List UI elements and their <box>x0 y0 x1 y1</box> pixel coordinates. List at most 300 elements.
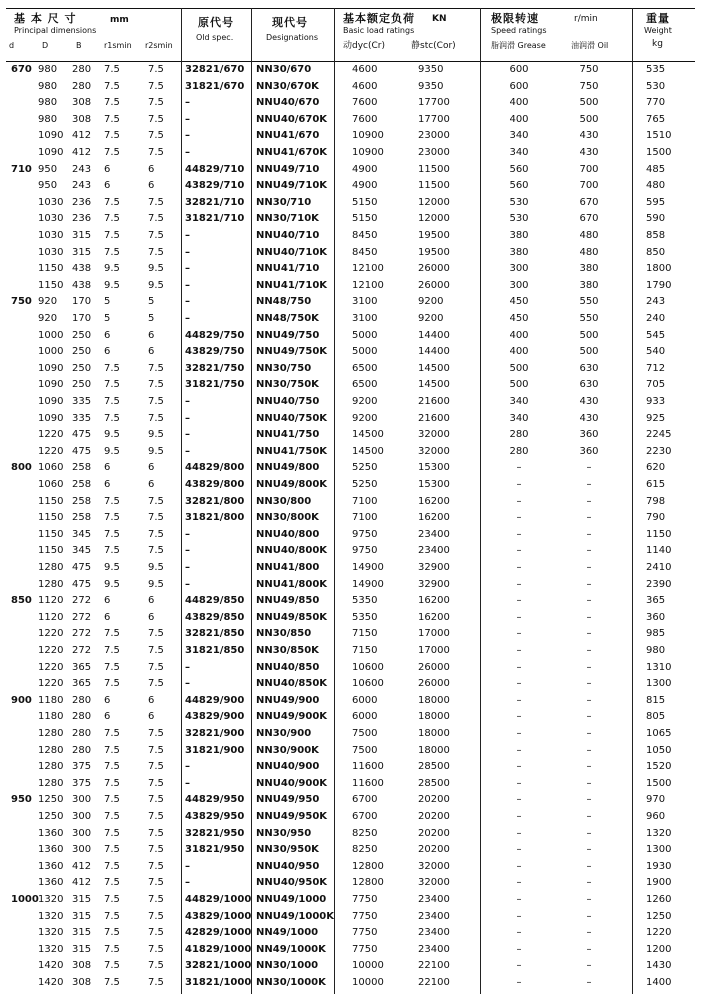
cell-r2smin: 7.5 <box>148 678 164 690</box>
cell-width-B: 345 <box>72 545 92 557</box>
col-header-oil: 油润滑 Oil <box>571 41 609 50</box>
cell-r2smin: 9.5 <box>148 578 164 590</box>
cell-load-cor: 23000 <box>418 147 450 158</box>
cell-load-cor: 23400 <box>418 927 450 939</box>
table-row <box>0 826 701 843</box>
cell-load-cr: 12800 <box>352 860 384 872</box>
cell-speed-oil: 670 <box>579 196 599 208</box>
cell-speed-grease: 340 <box>509 412 529 424</box>
cell-designation: NNU41/710K <box>256 279 328 291</box>
table-row <box>0 676 701 693</box>
cell-load-cr: 7750 <box>352 894 378 905</box>
cell-old-spec: 44829/950 <box>185 794 245 806</box>
cell-speed-grease: – <box>516 595 522 607</box>
table-row <box>0 560 701 577</box>
cell-width-B: 308 <box>72 97 92 109</box>
cell-speed-oil: – <box>586 877 592 889</box>
cell-designation: NN30/950K <box>256 844 319 856</box>
cell-speed-oil: – <box>586 910 592 922</box>
cell-r2smin: 7.5 <box>148 196 164 208</box>
cell-weight: 240 <box>646 313 666 324</box>
cell-width-B: 308 <box>72 960 92 972</box>
cell-load-cor: 23400 <box>418 943 450 955</box>
table-row <box>0 427 701 444</box>
cell-speed-oil: 700 <box>579 163 599 175</box>
cell-outer-D: 1320 <box>38 927 64 939</box>
weight-title: 重量 <box>646 12 670 25</box>
cell-r1smin: 7.5 <box>104 910 120 922</box>
table-row <box>0 477 701 494</box>
table-row <box>0 178 701 195</box>
cell-speed-oil: – <box>586 462 592 474</box>
cell-old-spec: – <box>185 860 190 872</box>
speed-title: 极限转速 <box>491 12 539 25</box>
cell-load-cr: 11600 <box>352 777 384 789</box>
cell-r2smin: 6 <box>148 329 155 341</box>
cell-r1smin: 7.5 <box>104 645 120 656</box>
speed-unit: r/min <box>574 14 598 24</box>
cell-weight: 243 <box>646 296 666 308</box>
cell-width-B: 412 <box>72 130 92 142</box>
cell-r2smin: 7.5 <box>148 130 164 142</box>
cell-r1smin: 6 <box>104 462 111 474</box>
cell-speed-grease: – <box>516 744 522 756</box>
cell-load-cr: 5150 <box>352 196 378 208</box>
cell-load-cor: 18000 <box>418 744 450 756</box>
cell-outer-D: 1320 <box>38 910 64 922</box>
cell-width-B: 412 <box>72 147 92 158</box>
cell-width-B: 438 <box>72 279 92 291</box>
cell-old-spec: – <box>185 661 190 673</box>
cell-old-spec: 43829/950 <box>185 811 245 822</box>
cell-r1smin: 7.5 <box>104 661 120 673</box>
cell-old-spec: – <box>185 313 190 324</box>
cell-outer-D: 1030 <box>38 230 64 241</box>
cell-speed-oil: – <box>586 811 592 822</box>
cell-weight: 1140 <box>646 545 672 557</box>
cell-load-cr: 12100 <box>352 279 384 291</box>
cell-load-cr: 3100 <box>352 313 378 324</box>
cell-speed-grease: – <box>516 927 522 939</box>
cell-speed-oil: – <box>586 694 592 706</box>
cell-r1smin: 7.5 <box>104 827 120 839</box>
cell-load-cr: 7100 <box>352 495 378 507</box>
cell-width-B: 475 <box>72 445 92 457</box>
cell-load-cor: 23400 <box>418 528 450 540</box>
cell-load-cr: 7750 <box>352 927 378 939</box>
col-header-cor: 静stc(Cor) <box>411 41 456 51</box>
cell-load-cr: 5250 <box>352 462 378 474</box>
cell-outer-D: 1000 <box>38 329 64 341</box>
cell-old-spec: – <box>185 113 190 125</box>
table-row <box>0 975 701 992</box>
cell-r2smin: 7.5 <box>148 811 164 822</box>
cell-r1smin: 9.5 <box>104 578 120 590</box>
table-row <box>0 444 701 461</box>
cell-speed-grease: 400 <box>509 97 529 109</box>
cell-speed-oil: 500 <box>579 113 599 125</box>
cell-width-B: 170 <box>72 296 92 308</box>
cell-speed-oil: – <box>586 595 592 607</box>
cell-r2smin: 7.5 <box>148 412 164 424</box>
cell-speed-oil: – <box>586 943 592 955</box>
cell-speed-oil: – <box>586 728 592 739</box>
cell-load-cor: 23400 <box>418 545 450 557</box>
cell-speed-oil: 500 <box>579 97 599 109</box>
cell-weight: 1510 <box>646 130 672 142</box>
cell-width-B: 243 <box>72 180 92 192</box>
cell-load-cor: 9200 <box>418 296 444 308</box>
cell-speed-grease: – <box>516 462 522 474</box>
cell-r1smin: 7.5 <box>104 64 120 75</box>
cell-speed-grease: – <box>516 977 522 988</box>
cell-r1smin: 7.5 <box>104 628 120 640</box>
cell-bore-d: 900 <box>11 694 32 706</box>
table-row <box>0 925 701 942</box>
table-row <box>0 460 701 477</box>
cell-width-B: 258 <box>72 495 92 507</box>
cell-width-B: 345 <box>72 528 92 540</box>
cell-load-cor: 12000 <box>418 213 450 225</box>
table-row <box>0 709 701 726</box>
cell-load-cor: 18000 <box>418 694 450 706</box>
cell-speed-grease: – <box>516 711 522 723</box>
cell-width-B: 280 <box>72 728 92 739</box>
cell-load-cr: 9200 <box>352 412 378 424</box>
cell-outer-D: 920 <box>38 296 58 308</box>
cell-old-spec: 31821/850 <box>185 645 245 656</box>
cell-designation: NN30/850 <box>256 628 312 640</box>
dims-subtitle: Principal dimensions <box>14 26 97 35</box>
cell-weight: 960 <box>646 811 666 822</box>
cell-load-cor: 14500 <box>418 362 450 374</box>
cell-load-cr: 7600 <box>352 97 378 109</box>
cell-load-cr: 14900 <box>352 562 384 573</box>
cell-load-cr: 7150 <box>352 645 378 656</box>
cell-old-spec: 43829/850 <box>185 611 245 623</box>
cell-r2smin: 7.5 <box>148 744 164 756</box>
cell-load-cor: 14500 <box>418 379 450 391</box>
cell-r1smin: 7.5 <box>104 412 120 424</box>
cell-width-B: 375 <box>72 777 92 789</box>
cell-r1smin: 7.5 <box>104 728 120 739</box>
cell-load-cr: 12800 <box>352 877 384 889</box>
cell-width-B: 236 <box>72 213 92 225</box>
cell-load-cor: 19500 <box>418 230 450 241</box>
cell-outer-D: 1280 <box>38 761 64 773</box>
table-row <box>0 909 701 926</box>
cell-width-B: 250 <box>72 329 92 341</box>
cell-outer-D: 1060 <box>38 462 64 474</box>
cell-weight: 615 <box>646 479 666 490</box>
cell-r2smin: 7.5 <box>148 661 164 673</box>
cell-width-B: 280 <box>72 711 92 723</box>
cell-r1smin: 6 <box>104 479 111 490</box>
cell-load-cor: 26000 <box>418 678 450 690</box>
cell-outer-D: 1220 <box>38 429 64 441</box>
cell-load-cr: 7750 <box>352 910 378 922</box>
cell-r2smin: 7.5 <box>148 379 164 391</box>
cell-width-B: 300 <box>72 844 92 856</box>
cell-old-spec: 31821/750 <box>185 379 245 391</box>
cell-width-B: 258 <box>72 462 92 474</box>
cell-speed-grease: – <box>516 761 522 773</box>
cell-width-B: 315 <box>72 910 92 922</box>
cell-r2smin: 6 <box>148 711 155 723</box>
cell-r1smin: 7.5 <box>104 977 120 988</box>
cell-weight: 1300 <box>646 678 672 690</box>
cell-old-spec: 41829/1000 <box>185 943 252 955</box>
cell-old-spec: – <box>185 678 190 690</box>
cell-speed-oil: 380 <box>579 279 599 291</box>
cell-r1smin: 7.5 <box>104 678 120 690</box>
cell-outer-D: 950 <box>38 163 58 175</box>
cell-r2smin: 7.5 <box>148 545 164 557</box>
cell-designation: NN30/750 <box>256 362 312 374</box>
cell-speed-oil: 380 <box>579 263 599 275</box>
cell-load-cor: 32900 <box>418 562 450 573</box>
cell-load-cor: 28500 <box>418 777 450 789</box>
cell-designation: NN30/1000K <box>256 977 326 988</box>
cell-weight: 365 <box>646 595 666 607</box>
load-subtitle: Basic load ratings <box>343 26 415 35</box>
table-row <box>0 411 701 428</box>
cell-designation: NNU41/800 <box>256 562 320 573</box>
cell-designation: NNU41/670 <box>256 130 320 142</box>
cell-weight: 985 <box>646 628 666 640</box>
cell-width-B: 272 <box>72 645 92 656</box>
cell-r2smin: 9.5 <box>148 263 164 275</box>
cell-load-cr: 5250 <box>352 479 378 490</box>
cell-weight: 1430 <box>646 960 672 972</box>
cell-speed-grease: – <box>516 943 522 955</box>
cell-r2smin: 6 <box>148 163 155 175</box>
cell-width-B: 335 <box>72 396 92 407</box>
cell-r1smin: 9.5 <box>104 562 120 573</box>
cell-weight: 1200 <box>646 943 672 955</box>
cell-r2smin: 7.5 <box>148 960 164 972</box>
table-row <box>0 660 701 677</box>
cell-outer-D: 1090 <box>38 412 64 424</box>
cell-width-B: 365 <box>72 678 92 690</box>
col-header-cr: 动dyc(Cr) <box>343 41 385 51</box>
cell-load-cor: 16200 <box>418 611 450 623</box>
cell-weight: 1250 <box>646 910 672 922</box>
cell-weight: 1790 <box>646 279 672 291</box>
table-row <box>0 610 701 627</box>
cell-outer-D: 1180 <box>38 711 64 723</box>
cell-r2smin: 6 <box>148 479 155 490</box>
cell-speed-grease: – <box>516 611 522 623</box>
cell-load-cr: 12100 <box>352 263 384 275</box>
cell-speed-grease: 280 <box>509 445 529 457</box>
cell-old-spec: 32821/800 <box>185 495 245 507</box>
cell-load-cor: 22100 <box>418 960 450 972</box>
cell-load-cr: 8450 <box>352 246 378 258</box>
cell-r2smin: 7.5 <box>148 246 164 258</box>
cell-r1smin: 7.5 <box>104 512 120 524</box>
cell-old-spec: – <box>185 528 190 540</box>
cell-speed-oil: – <box>586 562 592 573</box>
cell-weight: 2245 <box>646 429 672 441</box>
cell-width-B: 315 <box>72 927 92 939</box>
cell-weight: 480 <box>646 180 666 192</box>
cell-designation: NNU49/800K <box>256 479 328 490</box>
cell-old-spec: 31821/710 <box>185 213 245 225</box>
cell-load-cr: 6700 <box>352 811 378 822</box>
cell-load-cor: 32000 <box>418 445 450 457</box>
cell-load-cr: 5350 <box>352 611 378 623</box>
cell-r2smin: 7.5 <box>148 761 164 773</box>
cell-designation: NNU41/670K <box>256 147 328 158</box>
cell-load-cor: 15300 <box>418 462 450 474</box>
cell-old-spec: – <box>185 412 190 424</box>
table-row <box>0 128 701 145</box>
cell-speed-grease: 600 <box>509 64 529 75</box>
table-row <box>0 145 701 162</box>
cell-designation: NNU40/900 <box>256 761 320 773</box>
cell-outer-D: 1320 <box>38 894 64 905</box>
cell-r1smin: 7.5 <box>104 196 120 208</box>
cell-width-B: 258 <box>72 479 92 490</box>
cell-r2smin: 7.5 <box>148 64 164 75</box>
cell-width-B: 272 <box>72 628 92 640</box>
cell-designation: NN30/850K <box>256 645 319 656</box>
cell-bore-d: 750 <box>11 296 32 308</box>
cell-r2smin: 7.5 <box>148 894 164 905</box>
cell-r1smin: 6 <box>104 611 111 623</box>
cell-r2smin: 7.5 <box>148 147 164 158</box>
table-row <box>0 759 701 776</box>
cell-outer-D: 1360 <box>38 860 64 872</box>
cell-r1smin: 7.5 <box>104 761 120 773</box>
load-title: 基本额定负荷 <box>343 12 415 25</box>
cell-r2smin: 7.5 <box>148 844 164 856</box>
cell-weight: 850 <box>646 246 666 258</box>
table-row <box>0 693 701 710</box>
cell-load-cr: 6500 <box>352 379 378 391</box>
cell-bore-d: 850 <box>11 595 32 607</box>
cell-old-spec: – <box>185 562 190 573</box>
cell-bore-d: 950 <box>11 794 32 806</box>
cell-speed-grease: 530 <box>509 213 529 225</box>
cell-r2smin: 7.5 <box>148 528 164 540</box>
cell-weight: 485 <box>646 163 666 175</box>
table-row <box>0 527 701 544</box>
cell-load-cr: 5350 <box>352 595 378 607</box>
cell-bore-d: 670 <box>11 64 32 75</box>
cell-speed-oil: 480 <box>579 230 599 241</box>
cell-old-spec: – <box>185 246 190 258</box>
cell-load-cr: 4900 <box>352 163 378 175</box>
cell-r2smin: 7.5 <box>148 943 164 955</box>
cell-weight: 1900 <box>646 877 672 889</box>
cell-old-spec: 43829/750 <box>185 346 245 358</box>
cell-speed-oil: – <box>586 860 592 872</box>
cell-designation: NNU49/950 <box>256 794 320 806</box>
cell-r2smin: 6 <box>148 180 155 192</box>
cell-outer-D: 1120 <box>38 611 64 623</box>
table-row <box>0 162 701 179</box>
cell-outer-D: 980 <box>38 64 58 75</box>
cell-speed-grease: 380 <box>509 230 529 241</box>
cell-speed-oil: – <box>586 744 592 756</box>
cell-speed-oil: – <box>586 827 592 839</box>
cell-r1smin: 7.5 <box>104 97 120 109</box>
cell-outer-D: 1220 <box>38 628 64 640</box>
cell-load-cr: 10000 <box>352 960 384 972</box>
cell-load-cor: 18000 <box>418 711 450 723</box>
cell-speed-oil: 500 <box>579 329 599 341</box>
cell-width-B: 315 <box>72 230 92 241</box>
cell-width-B: 250 <box>72 362 92 374</box>
cell-r2smin: 7.5 <box>148 645 164 656</box>
cell-old-spec: 44829/900 <box>185 694 245 706</box>
cell-outer-D: 1120 <box>38 595 64 607</box>
cell-width-B: 170 <box>72 313 92 324</box>
cell-old-spec: 31821/950 <box>185 844 245 856</box>
weight-subtitle: Weight <box>644 26 672 35</box>
cell-speed-grease: – <box>516 512 522 524</box>
cell-load-cr: 7500 <box>352 728 378 739</box>
cell-load-cr: 6000 <box>352 711 378 723</box>
cell-speed-oil: – <box>586 711 592 723</box>
col-header-D: D <box>42 41 49 50</box>
cell-weight: 590 <box>646 213 666 225</box>
cell-width-B: 365 <box>72 661 92 673</box>
cell-speed-grease: – <box>516 844 522 856</box>
cell-width-B: 272 <box>72 611 92 623</box>
cell-outer-D: 1420 <box>38 960 64 972</box>
cell-speed-oil: – <box>586 777 592 789</box>
cell-load-cor: 20200 <box>418 827 450 839</box>
cell-r2smin: 7.5 <box>148 113 164 125</box>
cell-r1smin: 6 <box>104 711 111 723</box>
cell-speed-oil: 480 <box>579 246 599 258</box>
cell-r2smin: 7.5 <box>148 728 164 739</box>
cell-r1smin: 7.5 <box>104 960 120 972</box>
table-row <box>0 842 701 859</box>
cell-designation: NNU49/900K <box>256 711 328 723</box>
cell-r1smin: 9.5 <box>104 445 120 457</box>
cell-speed-grease: – <box>516 894 522 905</box>
cell-weight: 1320 <box>646 827 672 839</box>
cell-width-B: 280 <box>72 694 92 706</box>
cell-speed-oil: 360 <box>579 429 599 441</box>
cell-r2smin: 7.5 <box>148 927 164 939</box>
table-row <box>0 859 701 876</box>
cell-weight: 1930 <box>646 860 672 872</box>
cell-r1smin: 7.5 <box>104 113 120 125</box>
cell-old-spec: 43829/800 <box>185 479 245 490</box>
cell-speed-oil: 550 <box>579 296 599 308</box>
cell-outer-D: 1220 <box>38 678 64 690</box>
cell-weight: 770 <box>646 97 666 109</box>
cell-r1smin: 7.5 <box>104 894 120 905</box>
cell-width-B: 258 <box>72 512 92 524</box>
table-row <box>0 643 701 660</box>
table-row <box>0 394 701 411</box>
cell-width-B: 300 <box>72 794 92 806</box>
cell-speed-grease: – <box>516 794 522 806</box>
cell-load-cor: 21600 <box>418 412 450 424</box>
cell-r2smin: 9.5 <box>148 445 164 457</box>
cell-load-cor: 9350 <box>418 80 444 92</box>
cell-weight: 1500 <box>646 777 672 789</box>
cell-load-cor: 22100 <box>418 977 450 988</box>
cell-designation: NNU49/850K <box>256 611 328 623</box>
cell-weight: 2410 <box>646 562 672 573</box>
